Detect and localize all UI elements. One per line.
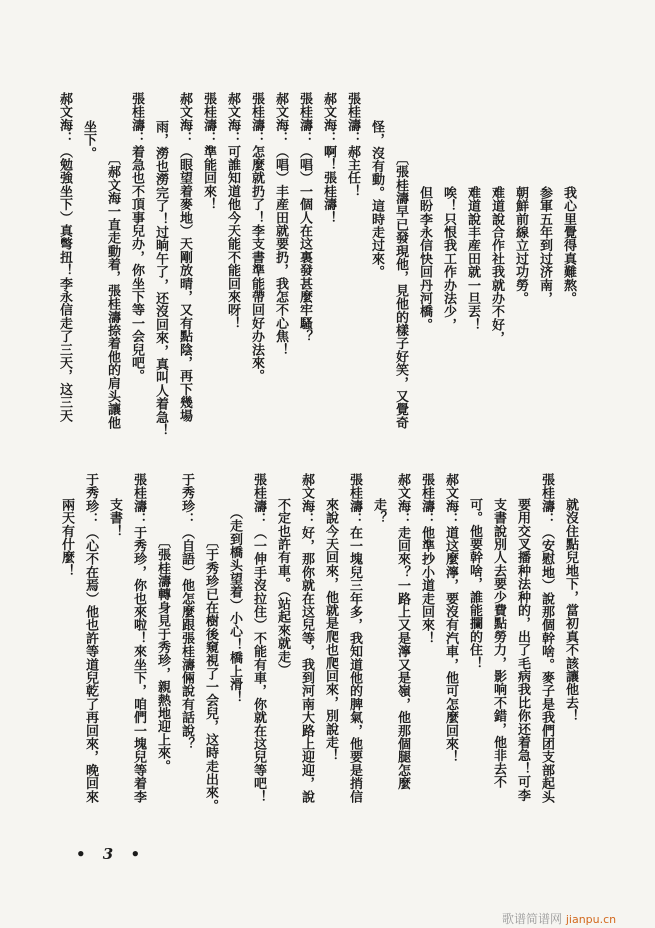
stage-direction (154, 535, 170, 773)
speaker-name: 張桂濤： (297, 92, 312, 145)
verse-line (560, 186, 576, 305)
line-text: 支書！ (107, 498, 122, 538)
dialogue-line (56, 92, 72, 422)
line-text: 就沒住點兒地下，當初真不該讓他去！ (563, 498, 578, 723)
speaker-name: 郝文海： (321, 92, 336, 145)
line-text: 朝鮮前線立过功勞。 (513, 186, 528, 305)
speaker-name: 張桂濤： (131, 473, 146, 526)
line-text: （唱）丰産田就要扔，我怎不心焦！ (273, 144, 288, 357)
stage-direction (202, 535, 218, 812)
line-text: 怪，沒有動。這時走过來。 (369, 120, 384, 279)
continuation-line (322, 498, 338, 762)
dialogue-line (344, 92, 360, 198)
continuation-line (562, 498, 578, 722)
continuation-line (106, 498, 122, 538)
verse-line (512, 186, 528, 305)
dialogue-line (418, 473, 434, 645)
line-text: 〔郝文海一直走動着，張桂濤捺着他的肩头讓他 (105, 152, 120, 430)
dialogue-line (248, 92, 264, 382)
speaker-name: 郝文海： (395, 473, 410, 526)
page-number: • 3 • (76, 845, 147, 863)
line-text: 我心里覺得真難熬。 (561, 186, 576, 305)
line-text: （心不在焉）他也許等道兒乾了再回來，晚回來 (83, 525, 98, 804)
speaker-name: 張桂濤： (251, 473, 266, 526)
dialogue-line (128, 92, 144, 382)
line-text: 坐下。 (81, 120, 96, 160)
verse-line (488, 186, 504, 344)
speaker-name: 郝文海： (225, 92, 240, 145)
speaker-name: 張桂濤： (539, 473, 554, 526)
speaker-name: 張桂濤： (201, 92, 216, 145)
dialogue-line (130, 473, 146, 803)
line-text: （眼望着麥地）天剛放晴，又有點陰，再下幾場 (177, 144, 192, 423)
line-text: 走？ (371, 498, 386, 525)
stage-direction (392, 152, 408, 429)
line-text: 不定也許有車。（站起來就走） (275, 498, 290, 677)
line-text: 〔于秀珍已在樹後窺視了一会兒，这時走出來。 (203, 535, 218, 813)
line-text: 啊！張桂濤！ (321, 144, 336, 225)
line-text: 在一塊兒三年多，我知道他的脾氣，他要是捎信 (347, 525, 362, 804)
dialogue-line (296, 92, 312, 343)
line-text: 〔張桂濤早已發現他，見他的樣子好笑，又覺奇 (393, 152, 408, 430)
continuation-line (370, 498, 386, 524)
dialogue-line (298, 473, 314, 803)
dialogue-line (176, 92, 192, 422)
line-text: 支書說別人去要少費點勞力，影响不錯，他非去不 (491, 498, 506, 789)
continuation-line (58, 498, 74, 577)
continuation-line (368, 120, 384, 278)
line-text: 可誰知道他今天能不能回來呀！ (225, 144, 240, 330)
verse-line (464, 186, 480, 331)
dialogue-line (200, 92, 216, 211)
line-text: 雨，澇也澇完了！过晌午了，还沒回來，真叫人着急！ (153, 120, 168, 437)
line-text: 兩天有什麼！ (59, 498, 74, 578)
line-text: （勉強坐下）真彆扭！李永信走了三天，这三天 (57, 144, 72, 423)
dialogue-line (224, 92, 240, 330)
verse-line (536, 186, 552, 305)
line-text: 準能回來！ (201, 144, 216, 211)
line-text: （一伸手沒拉住）不能有車，你就在这兒等吧！ (251, 525, 266, 804)
speaker-name: 郝文海： (443, 473, 458, 526)
continuation-line (274, 498, 290, 676)
watermark-name: 歌谱简谱网 (502, 912, 563, 926)
continuation-line (466, 498, 482, 670)
continuation-line (80, 120, 96, 160)
line-text: 参軍五年到过济南， (537, 186, 552, 305)
dialogue-line (250, 473, 266, 803)
verse-line (440, 186, 456, 331)
line-text: （自語）他怎麼跟張桂濤倆說有話說？ (179, 525, 194, 751)
speaker-name: 郝文海： (57, 92, 72, 145)
line-text: （唱）一個人在这裏發甚麼牢騷？ (297, 144, 312, 343)
line-text: 他準抄小道走回來！ (419, 525, 434, 645)
line-text: 要用交叉播种法种的，出了毛病我比你还着急！可李 (515, 498, 530, 802)
watermark-url: jianpu.cn (565, 913, 617, 926)
continuation-line (490, 498, 506, 788)
dialogue-line (82, 473, 98, 803)
dialogue-line (538, 473, 554, 803)
dialogue-line (394, 473, 410, 790)
line-text: （安慰地）說那個幹啥。麥子是我們团支部起头 (539, 525, 554, 804)
line-text: 〔張桂濤轉身見于秀珍，親熱地迎上來。 (155, 535, 170, 773)
speaker-name: 郝文海： (299, 473, 314, 526)
line-text: 怎麼就扔了！李支書準能帶回好办法來。 (249, 144, 264, 383)
speaker-name: 于秀珍： (83, 473, 98, 526)
speaker-name: 郝文海： (177, 92, 192, 145)
dialogue-line (320, 92, 336, 224)
line-text: 可。他要幹啥，誰能攔的住！ (467, 498, 482, 670)
line-text: 难道說合作社我就办不好， (489, 186, 504, 345)
line-text: 于秀珍，你也來啦！來坐下，咱們一塊兒等着李 (131, 525, 146, 804)
speaker-name: 張桂濤： (129, 92, 144, 145)
speaker-name: 于秀珍： (179, 473, 194, 526)
line-text: 好，那你就在这兒等，我到河南大路上迎迎，說 (299, 525, 314, 804)
line-text: 着急也不頂事兒办，你坐下等一会兒吧。 (129, 144, 144, 383)
dialogue-line (346, 473, 362, 803)
speaker-name: 張桂濤： (345, 92, 360, 145)
speaker-name: 張桂濤： (249, 92, 264, 145)
line-text: 道这麼濘，要沒有汽車，他可怎麼回來！ (443, 525, 458, 764)
verse-line (416, 186, 432, 331)
line-text: 但盼李永信快回丹河橋。 (417, 186, 432, 332)
dialogue-line (272, 92, 288, 356)
stage-direction (226, 506, 242, 704)
line-text: 唉！只恨我工作办法少， (441, 186, 456, 332)
line-text: 來說今天回來，他就是爬也爬回來，別說走！ (323, 498, 338, 762)
speaker-name: 張桂濤： (419, 473, 434, 526)
dialogue-line (178, 473, 194, 750)
stage-direction (104, 152, 120, 429)
speaker-name: 郝文海： (273, 92, 288, 145)
watermark (502, 910, 616, 927)
line-text: （走到橋头望着）小心！橋上滑！ (227, 506, 242, 704)
speaker-name: 張桂濤： (347, 473, 362, 526)
continuation-line (152, 120, 168, 437)
line-text: 难道說丰産田就一旦丟！ (465, 186, 480, 332)
dialogue-line (442, 473, 458, 763)
line-text: 郝主任！ (345, 144, 360, 198)
line-text: 走回來？一路上又是濘又是嶺，他那個腿怎麼 (395, 525, 410, 790)
continuation-line (514, 498, 530, 802)
